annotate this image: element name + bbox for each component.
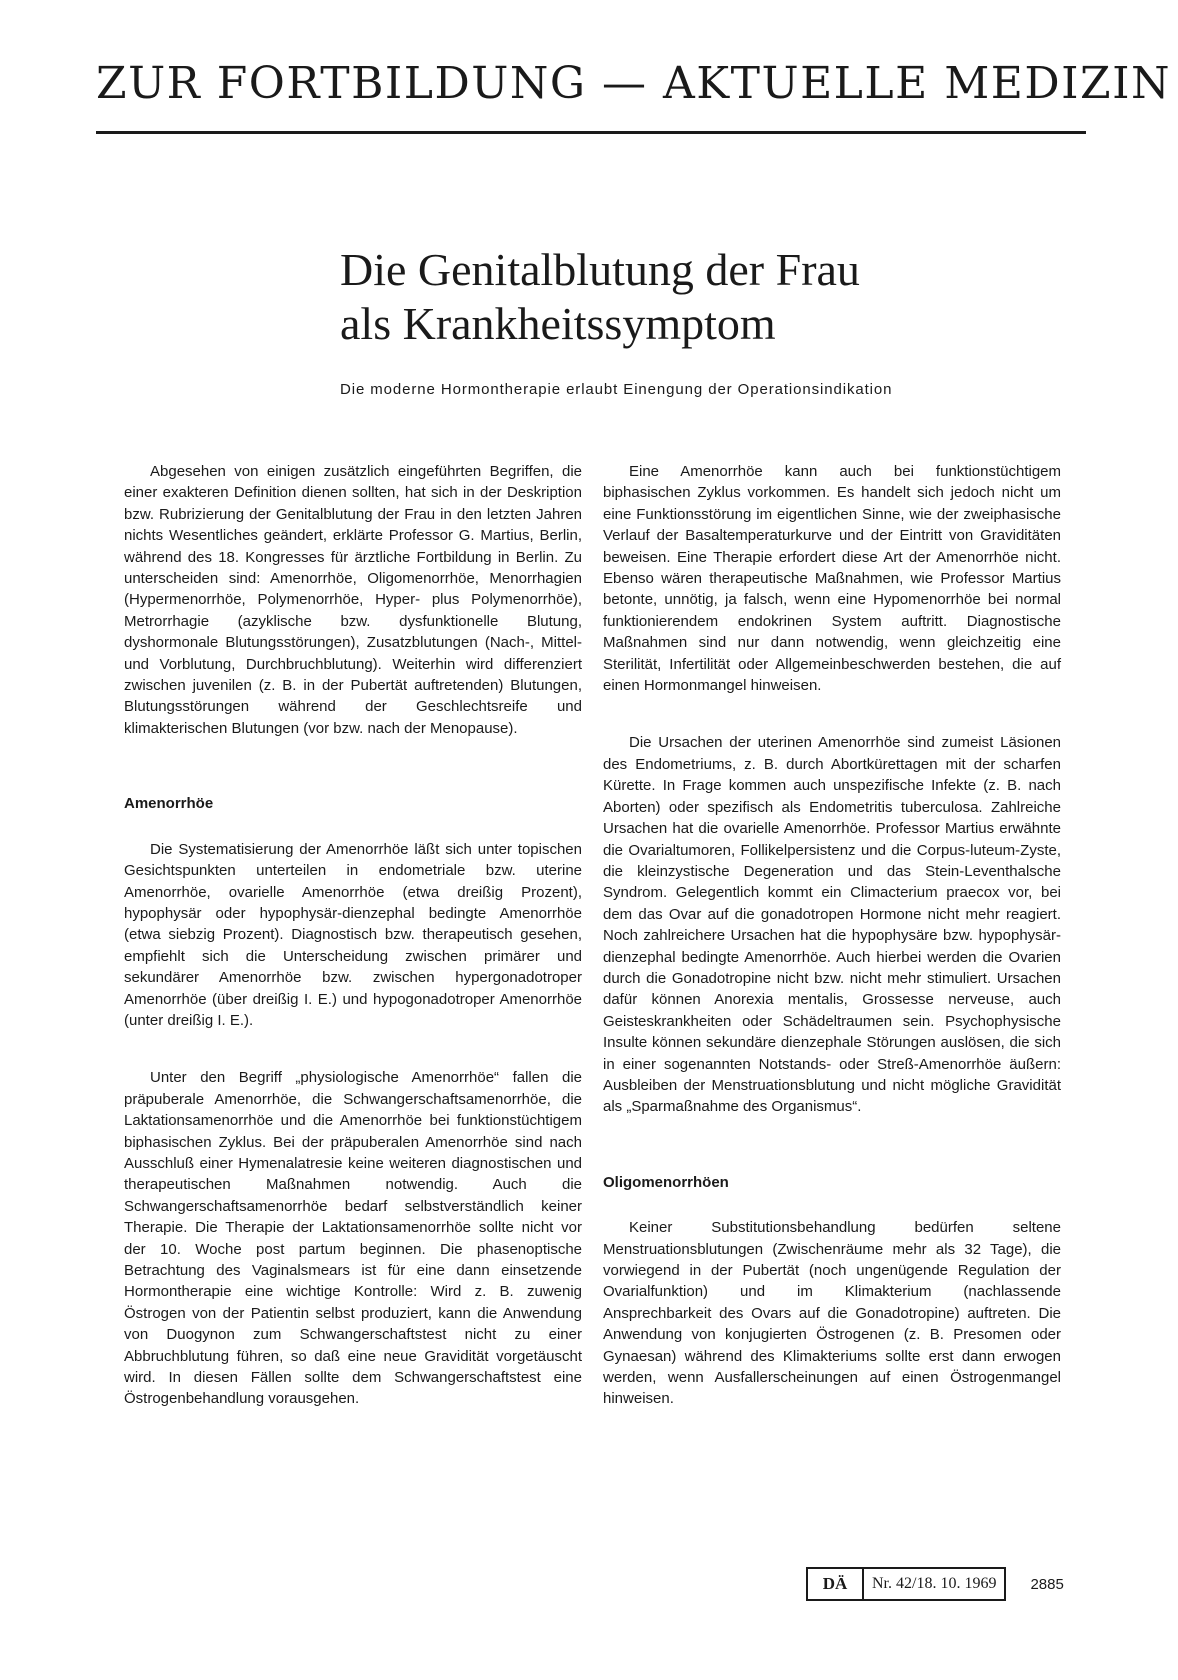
paragraph-oligomenorrhoeen: Keiner Substitutionsbehandlung bedürfen seltene Menstruationsblutungen (Zwischenräume mehr als 32 Tage), die vorwiegend in der Pubertät (noch ungenügende Regulation der Ovarialfunktion) und im Klimakterium (nachlassende Ansprechbarkeit des Ovars auf die Gonadotropine) auftreten. Die Anwendung von konjugierten Östrogenen (z. B. Presomen oder Gynaesan) während des Klimakteriums sollte erst dann erwogen werden, wenn Ausfallerscheinungen auf einen Östrogenmangel hinweisen. (603, 1219, 1061, 1408)
article-subtitle: Die moderne Hormontherapie erlaubt Einengung der Operationsindikation (340, 381, 893, 398)
issue-info: Nr. 42/18. 10. 1969 (872, 1575, 997, 1592)
article-title-line-2: als Krankheitssymptom (340, 298, 776, 349)
paragraph-intro: Abgesehen von einigen zusätzlich eingeführten Begriffen, die einer exakteren Definition dienen sollten, hat sich in der Deskription bzw. Rubrizierung der Genitalblutung der Frau in den letzten Jahren nichts Wesentliches geändert, erklärte Professor G. Martius, Berlin, während des 18. Kongresses für ärztliche Fortbildung in Berlin. Zu unterscheiden sind: Amenorrhöe, Oligomenorrhöe, Menorrhagien (Hypermenorrhöe, Polymenorrhöe, Hyper- plus Polymenorrhöe), Metrorrhagie (azyklische bzw. dysfunktionelle Blutung, dyshormonale Blutungsstörungen), Zusatzblutungen (Nach-, Mittel- und Vorblutung, Durchbruchblutung). Weiterhin wird differenziert zwischen juvenilen (z. B. in der Pubertät auftretenden) Blutungen, Blutungsstörungen während der Geschlechtsreife und klimakterischen Blutungen (vor bzw. nach der Menopause). (124, 463, 582, 737)
page-footer (806, 1567, 1064, 1601)
journal-logo: DÄ (808, 1569, 864, 1599)
section-heading-oligomenorrhoeen: Oligomenorrhöen (603, 1173, 729, 1191)
paragraph-systematik: Die Systematisierung der Amenorrhöe läßt sich unter topischen Gesichtspunkten unterteilen in endometriale bzw. uterine Amenorrhöe, ovarielle Amenorrhöe (etwa dreißig Prozent), hypophysär oder hypophysär-dienzephal bedingte Amenorrhöe (etwa siebzig Prozent). Diagnostisch bzw. therapeutisch gesehen, empfiehlt sich die Unterscheidung zwischen primärer und sekundärer Amenorrhöe bzw. zwischen hypergonadotroper Amenorrhöe (über dreißig I. E.) und hypogonadotroper Amenorrhöe (unter dreißig I. E.). (124, 840, 582, 1029)
article-title (340, 243, 1080, 351)
paragraph-ursachen: Die Ursachen der uterinen Amenorrhöe sind zumeist Läsionen des Endometriums, z. B. durch Abortkürettagen mit der scharfen Kürette. In Frage kommen auch unspezifische Infekte (z. B. nach Aborten) oder spezifisch als Endometritis tuberculosa. Zahlreiche Ursachen hat die ovarielle Amenorrhöe. Professor Martius erwähnte die Ovarialtumoren, Follikelpersistenz und die Corpus-luteum-Zyste, die kleinzystische Degeneration und das Stein-Leventhalsche Syndrom. Gelegentlich kommt ein Climacterium praecox vor, bei dem das Ovar auf die gonadotropen Hormone nicht mehr reagiert. Noch zahlreichere Ursachen hat die hypophysäre bzw. hypophysär-dienzephal bedingte Amenorrhöe. Auch hierbei werden die Ovarien durch die Gonadotropine nicht bzw. nicht mehr stimuliert. Ursachen dafür können Anorexia mentalis, Grossesse nerveuse, auch Geisteskrankheiten oder Schädeltraumen sein. Psychophysische Insulte können sekundäre dienzephale Störungen auslösen, die sich in einer sogenannten Notstands- oder Streß-Amenorrhöe äußern: Ausbleiben der Menstruationsblutung und nicht mögliche Gravidität als „Sparmaßnahme des Organismus“. (603, 734, 1061, 1116)
article-title-line-1: Die Genitalblutung der Frau (340, 244, 860, 295)
journal-badge (806, 1567, 1006, 1601)
paragraph-biphasischer-zyklus: Eine Amenorrhöe kann auch bei funktionstüchtigem biphasischen Zyklus vorkommen. Es handelt sich jedoch nicht um eine Funktionsstörung im eigentlichen Sinne, wie der zweiphasische Verlauf der Basaltemperaturkurve und der Eintritt von Graviditäten beweisen. Eine Therapie erfordert diese Art der Amenorrhöe nicht. Ebenso wären therapeutische Maßnahmen, wie Professor Martius betonte, unnötig, ja falsch, wenn eine Hypomenorrhöe bei normal funktionierendem endokrinen System auftritt. Diagnostische Maßnahmen sind nur dann notwendig, wenn gleichzeitig eine Sterilität, Infertilität oder Allgemeinbeschwerden bestehen, die auf einen Hormonmangel hinweisen. (603, 463, 1061, 695)
header-rule (96, 131, 1086, 134)
page-number: 2885 (1030, 1575, 1064, 1593)
paragraph-physiologische-amenorrhoe: Unter den Begriff „physiologische Amenorrhöe“ fallen die präpuberale Amenorrhöe, die Schwangerschaftsamenorrhöe, die Laktationsamenorrhöe und die Amenorrhöe bei funktionstüchtigem biphasischen Zyklus. Bei der präpuberalen Amenorrhöe sind nach Ausschluß einer Hymenalatresie keine weiteren diagnostischen und therapeutischen Maßnahmen notwendig. Auch die Schwangerschaftsamenorrhöe bedarf selbstverständlich keiner Therapie. Die Therapie der Laktationsamenorrhöe sollte nicht vor der 10. Woche post partum beginnen. Die phasenoptische Betrachtung des Vaginalsmears ist für eine dann einsetzende Hormontherapie eine wichtige Kontrolle: Wird z. B. zuwenig Östrogen von der Patientin selbst produziert, kann die Anwendung von Duogynon zum Schwangerschaftstest nicht zu einer Abbruchblutung führen, so daß eine neue Gravidität vorgetäuscht wird. In diesen Fällen sollte dem Schwangerschaftstest eine Östrogenbehandlung vorausgehen. (124, 1069, 582, 1408)
section-header: ZUR FORTBILDUNG — AKTUELLE MEDIZIN (96, 58, 1172, 109)
right-column (603, 461, 1061, 1410)
section-heading-amenorrhoe: Amenorrhöe (124, 795, 214, 813)
left-column (124, 461, 582, 1410)
